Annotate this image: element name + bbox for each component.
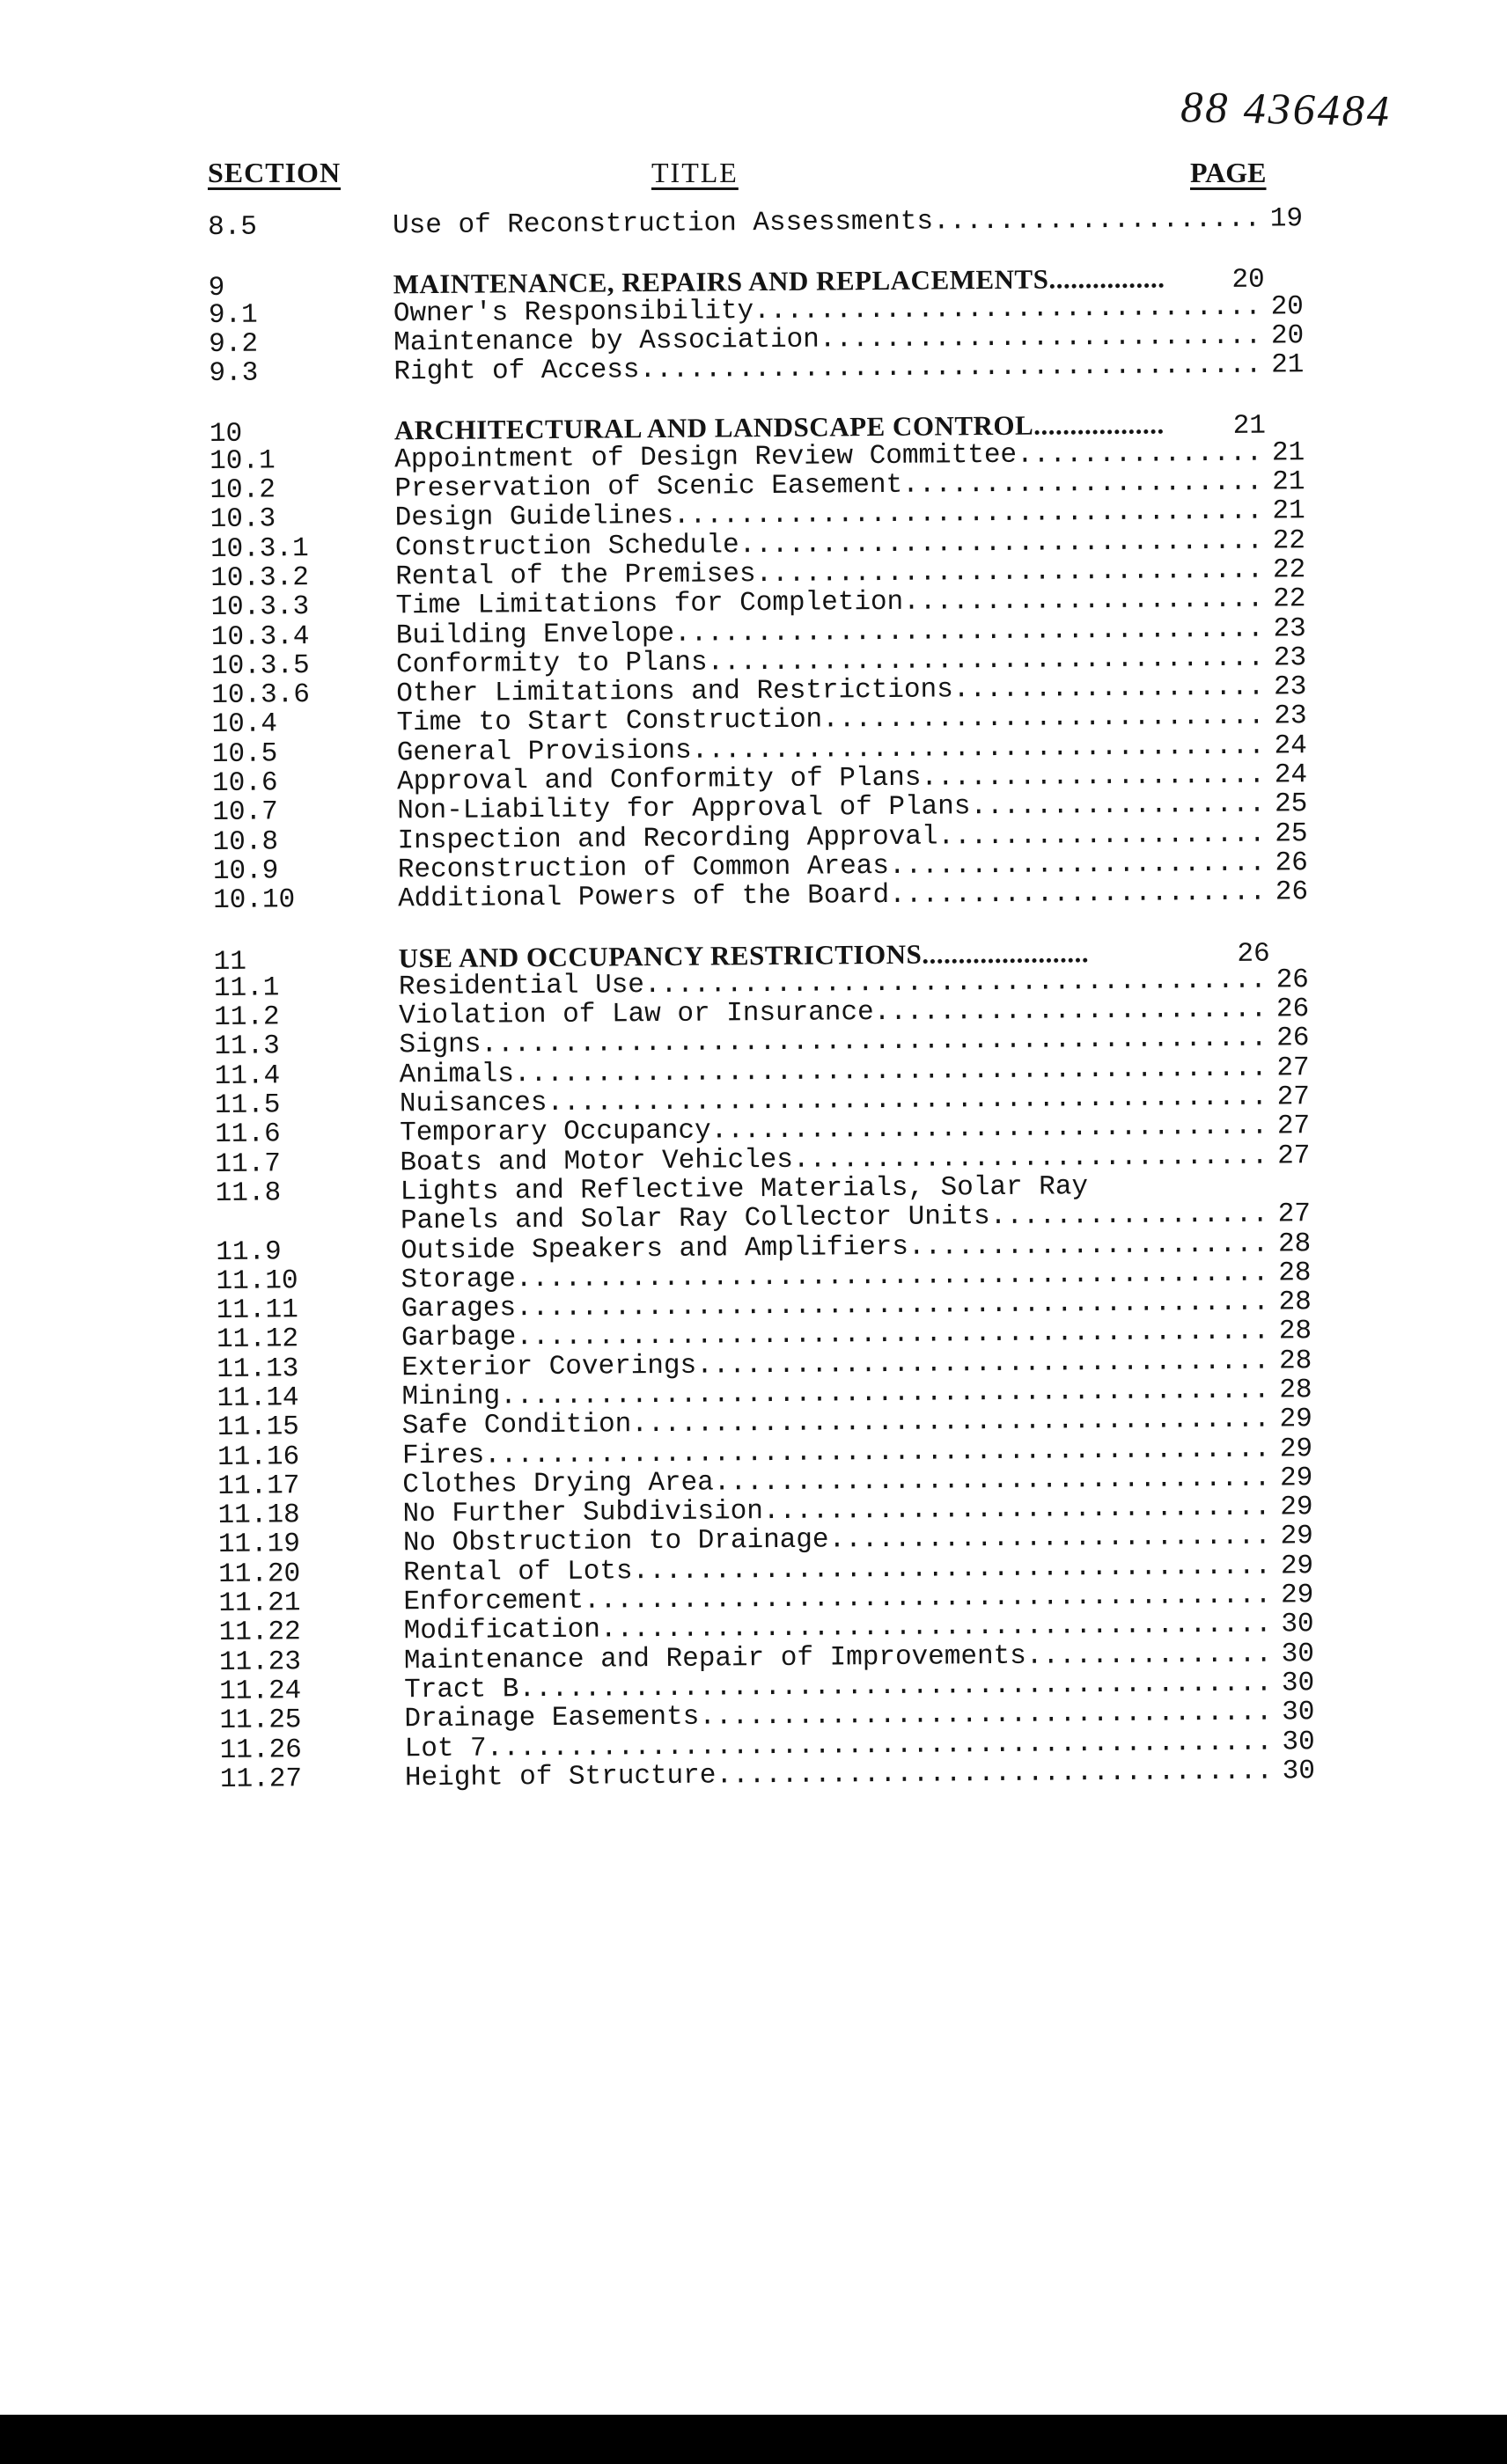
- section-number: 11.25: [219, 1705, 302, 1737]
- section-number: 9.2: [209, 328, 259, 360]
- section-number: 11.13: [217, 1353, 299, 1385]
- dot-leader: ...................................: [699, 1697, 1273, 1733]
- entry-title-text: General Provisions: [396, 735, 692, 769]
- page-number: 30: [1281, 1609, 1314, 1640]
- section-number: 11.10: [216, 1265, 298, 1297]
- dot-leader: ........................: [873, 994, 1268, 1029]
- page-number: 30: [1282, 1726, 1315, 1758]
- section-number: 10.8: [212, 826, 279, 858]
- section-number: 10.2: [210, 474, 276, 507]
- section-number: 9.3: [209, 357, 259, 390]
- dot-leader: ......................: [908, 1228, 1269, 1263]
- section-number: 11.11: [216, 1294, 298, 1327]
- entry-title-text: Exterior Coverings: [401, 1350, 697, 1383]
- page-number: 28: [1278, 1287, 1312, 1318]
- dot-leader: ................................................: [483, 1434, 1271, 1471]
- entry-title-text: Violation of Law or Insurance: [399, 997, 874, 1032]
- page-number: 29: [1280, 1521, 1313, 1552]
- section-number: 11.21: [218, 1588, 301, 1620]
- section-number: 11.24: [219, 1676, 302, 1707]
- page-number: 19: [1269, 203, 1304, 235]
- page-number: 30: [1281, 1668, 1315, 1699]
- page-number: 28: [1278, 1257, 1312, 1289]
- section-number: 11.26: [219, 1734, 302, 1766]
- entry-title-text: USE AND OCCUPANCY RESTRICTIONS: [398, 938, 923, 973]
- dot-leader: ...............................: [754, 291, 1261, 326]
- entry-title-text: Preservation of Scenic Easement: [394, 469, 903, 505]
- entry-title-text: Residential Use: [398, 969, 645, 1003]
- section-number: 11.16: [217, 1441, 300, 1473]
- page-number: 21: [1272, 495, 1305, 527]
- section-number: 11.15: [217, 1412, 299, 1444]
- page-number: 23: [1274, 700, 1307, 732]
- entry-title-text: Use of Reconstruction Assessments: [392, 206, 934, 242]
- dot-leader: ...............................: [762, 1492, 1271, 1528]
- entry-title-text: Garages: [401, 1293, 517, 1325]
- dot-leader: .......................: [888, 847, 1266, 882]
- entry-title-text: Owner's Responsibility: [393, 295, 754, 329]
- section-number: 11.23: [218, 1646, 302, 1678]
- dot-leader: ................................................: [481, 1023, 1268, 1061]
- section-number: 11.9: [216, 1236, 282, 1268]
- entry-title-text: No Obstruction to Drainage: [402, 1524, 829, 1559]
- section-number: 10.3: [210, 503, 276, 536]
- dot-leader: ...............: [1016, 437, 1263, 471]
- entry-title-text: Safe Condition: [401, 1409, 632, 1442]
- dot-leader: .............................: [792, 1140, 1268, 1176]
- entry-title-text: Inspection and Recording Approval: [397, 821, 938, 856]
- section-number: 10.3.6: [211, 679, 311, 712]
- entry-title-text: Temporary Occupancy: [400, 1115, 711, 1149]
- page-number: 27: [1277, 1199, 1312, 1230]
- dot-leader: ..................................: [710, 1111, 1268, 1147]
- section-number: 11.2: [214, 1001, 280, 1034]
- dot-leader: ..................................: [707, 642, 1265, 678]
- page-column-header: PAGE: [1190, 157, 1267, 188]
- entry-title-text: ARCHITECTURAL AND LANDSCAPE CONTROL: [393, 410, 1034, 446]
- entry-title-text: Lights and Reflective Materials, Solar Ray: [400, 1171, 1089, 1208]
- page-number: 26: [1275, 964, 1309, 996]
- dot-leader: ...............................................: [500, 1375, 1270, 1412]
- dot-leader: ..................: [970, 788, 1266, 823]
- dot-leader: ......................................: [643, 964, 1267, 1001]
- entry-title-text: Storage: [401, 1264, 516, 1296]
- entry-title-text: Non-Liability for Approval of Plans: [397, 791, 971, 827]
- section-number: 10.10: [213, 884, 296, 917]
- page-number: 29: [1280, 1550, 1314, 1582]
- page-number: 28: [1279, 1375, 1312, 1406]
- page-number: 29: [1280, 1492, 1313, 1523]
- page-number: 28: [1278, 1345, 1312, 1377]
- section-number: 10.3.2: [210, 562, 310, 594]
- section-number: 11.14: [217, 1382, 299, 1414]
- entry-title-text: Conformity to Plans: [395, 647, 708, 681]
- page-number: 23: [1273, 671, 1307, 703]
- page-number: 29: [1279, 1404, 1312, 1435]
- page-number: 27: [1276, 1111, 1311, 1142]
- dot-leader: ...........................: [828, 1522, 1271, 1556]
- dot-leader: ............................................: [547, 1082, 1268, 1119]
- page-number: 26: [1237, 938, 1270, 970]
- section-number: 10.9: [212, 855, 279, 887]
- section-number: 10.6: [211, 767, 278, 800]
- page-number: 23: [1273, 642, 1307, 674]
- entry-title-text: Other Limitations and Restrictions: [396, 674, 953, 710]
- entry-title-text: Signs: [399, 1030, 482, 1061]
- section-number: 10.3.3: [210, 591, 310, 624]
- entry-title-text: Drainage Easements: [404, 1701, 700, 1735]
- entry-title-text: Construction Schedule: [394, 529, 739, 564]
- dot-leader: ......................: [902, 466, 1263, 501]
- entry-title-text: Rental of Lots: [403, 1556, 633, 1589]
- page-number: 30: [1281, 1638, 1315, 1670]
- dot-leader: ...........................: [822, 701, 1265, 736]
- dot-leader: ...................................: [696, 1346, 1270, 1382]
- page-number: 26: [1276, 1023, 1310, 1054]
- dot-leader: ..................................: [713, 1463, 1271, 1499]
- table-of-contents: [207, 203, 1316, 1795]
- page-number: 28: [1277, 1228, 1312, 1259]
- dot-leader: ..........................................: [583, 1580, 1272, 1617]
- section-number: 10.5: [211, 738, 278, 770]
- dot-leader: ..............................................: [516, 1316, 1270, 1353]
- entry-title-text: Outside Speakers and Amplifiers: [401, 1231, 909, 1266]
- entry-title-text: No Further Subdivision: [402, 1496, 764, 1530]
- entry-title: [405, 1756, 1273, 1793]
- entry-title-text: Rental of the Premises: [395, 559, 756, 593]
- section-number: 11.22: [218, 1617, 301, 1649]
- dot-leader: ................................: [739, 525, 1264, 561]
- page-number: 22: [1272, 524, 1306, 557]
- page-number: 22: [1273, 583, 1306, 615]
- page-number: 26: [1275, 994, 1310, 1025]
- page-number: 29: [1280, 1580, 1314, 1611]
- entry-title-text: Animals: [399, 1059, 515, 1091]
- entry-title-text: Lot 7: [404, 1733, 487, 1764]
- dot-leader: ................: [1048, 262, 1165, 295]
- section-column-header: SECTION: [208, 157, 342, 188]
- dot-leader: ...........................: [819, 320, 1262, 356]
- dot-leader: .......................................: [632, 1551, 1272, 1588]
- section-number: 11.20: [218, 1558, 301, 1590]
- dot-leader: ...................................: [691, 730, 1265, 766]
- section-number: 11.1: [213, 972, 280, 1004]
- section-number: 11.6: [215, 1118, 281, 1151]
- section-number: 11.19: [217, 1529, 301, 1561]
- entry-title-text: Panels and Solar Ray Collector Units: [400, 1201, 990, 1237]
- page-number: 26: [1275, 876, 1309, 908]
- dot-leader: .................: [989, 1199, 1269, 1233]
- dot-leader: ..............................................: [515, 1287, 1269, 1324]
- section-number: 11: [213, 946, 247, 978]
- dot-leader: .........................................: [599, 1609, 1272, 1646]
- entry-title-text: Right of Access: [393, 355, 640, 388]
- section-number: 11.27: [219, 1764, 303, 1795]
- entry-title-text: Appointment of Design Review Committee: [394, 439, 1018, 476]
- page-number: 22: [1272, 554, 1306, 586]
- section-number: 9: [208, 273, 225, 304]
- section-number: 11.5: [214, 1089, 281, 1121]
- entry-title: [393, 205, 1261, 241]
- dot-leader: ....................: [932, 203, 1261, 238]
- page-number: 20: [1270, 290, 1304, 323]
- page-number: 26: [1275, 847, 1308, 879]
- page-number: 28: [1278, 1316, 1312, 1347]
- page-number: 29: [1279, 1463, 1313, 1494]
- section-number: 10: [209, 419, 243, 451]
- section-number: 11.4: [214, 1060, 281, 1092]
- page-number: 25: [1274, 788, 1308, 820]
- page-number: 29: [1279, 1433, 1313, 1465]
- entry-title-text: Reconstruction of Common Areas: [397, 850, 890, 886]
- toc-row: [207, 203, 1304, 243]
- dot-leader: ......................: [903, 583, 1264, 619]
- entry-title-text: Maintenance by Association: [393, 324, 820, 359]
- page-number: 30: [1282, 1697, 1315, 1728]
- section-number: 11.3: [214, 1030, 281, 1063]
- page-number: 24: [1274, 730, 1307, 762]
- page-number: 30: [1282, 1756, 1316, 1787]
- page-number: 24: [1274, 759, 1308, 791]
- section-number: 8.5: [207, 211, 258, 243]
- document-number: 88 436484: [1180, 81, 1393, 136]
- dot-leader: ................................................: [486, 1727, 1273, 1764]
- page-number: 27: [1276, 1082, 1311, 1113]
- section-number: 10.1: [210, 445, 276, 477]
- dot-leader: .......................................: [631, 1404, 1270, 1441]
- section-number: 11.17: [217, 1470, 300, 1502]
- entry-title-text: Tract B: [404, 1674, 519, 1706]
- entry-title-text: Time Limitations for Completion: [395, 587, 904, 622]
- entry-title-text: Building Envelope: [395, 618, 675, 651]
- section-number: 10.3.1: [210, 532, 309, 565]
- section-number: 11.7: [215, 1148, 282, 1180]
- section-number: 11.18: [217, 1500, 300, 1532]
- entry-title-text: Fires: [401, 1440, 485, 1471]
- entry-title-text: Approval and Conformity of Plans: [396, 762, 922, 798]
- dot-leader: ..................: [1033, 408, 1165, 442]
- dot-leader: ..................................: [716, 1756, 1274, 1792]
- dot-leader: ....................: [937, 818, 1266, 853]
- scan-border: [0, 2415, 1507, 2464]
- entry-title-text: Nuisances: [399, 1088, 548, 1120]
- dot-leader: ..............................................: [513, 1052, 1268, 1090]
- page-number: 21: [1232, 411, 1267, 443]
- entry-title-text: Enforcement: [403, 1585, 584, 1618]
- dot-leader: ....................................: [673, 495, 1263, 532]
- section-number: 11.12: [216, 1324, 299, 1356]
- dot-leader: ...............................: [755, 554, 1264, 590]
- page-number: 21: [1272, 466, 1305, 498]
- section-number: 11.8: [215, 1177, 282, 1209]
- dot-leader: .......................: [922, 936, 1090, 970]
- dot-leader: ..............................................: [518, 1668, 1273, 1705]
- section-number: 9.1: [208, 299, 258, 331]
- section-number: [216, 1228, 401, 1230]
- dot-leader: ...............: [1025, 1639, 1273, 1672]
- page-number: 23: [1273, 612, 1306, 645]
- section-number: 10.3.5: [210, 649, 310, 682]
- dot-leader: ......................................: [639, 349, 1262, 386]
- section-number: 10.3.4: [210, 620, 310, 653]
- page-number: 21: [1271, 349, 1305, 381]
- page-number: 20: [1231, 264, 1265, 297]
- entry-title: [398, 878, 1266, 914]
- dot-leader: ...................: [952, 671, 1265, 706]
- entry-title-text: Garbage: [401, 1322, 517, 1354]
- entry-title-text: Height of Structure: [404, 1760, 717, 1794]
- page-number: 27: [1277, 1140, 1311, 1172]
- entry-title-text: MAINTENANCE, REPAIRS AND REPLACEMENTS: [393, 263, 1049, 300]
- dot-leader: ..............................................: [515, 1258, 1269, 1295]
- entry-title-text: Additional Powers of the Board: [397, 880, 890, 915]
- page-number: 25: [1275, 818, 1308, 850]
- dot-leader: .......................: [889, 876, 1267, 912]
- entry-title-text: Design Guidelines: [394, 501, 674, 534]
- entry-title-text: Time to Start Construction: [396, 704, 823, 739]
- page-number: 20: [1270, 320, 1305, 352]
- entry-title: [393, 351, 1261, 387]
- title-column-header: TITLE: [651, 157, 739, 188]
- entry-title-text: Clothes Drying Area: [402, 1467, 714, 1501]
- entry-title-text: Mining: [401, 1381, 501, 1413]
- entry-title-text: Maintenance and Repair of Improvements: [403, 1640, 1026, 1676]
- page-number: 21: [1271, 437, 1305, 469]
- section-number: 10.7: [212, 796, 278, 829]
- dot-leader: .....................: [921, 759, 1266, 794]
- entry-title-text: Boats and Motor Vehicles: [400, 1144, 794, 1178]
- section-number: 10.4: [211, 708, 278, 741]
- entry-title-text: Modification: [403, 1614, 601, 1647]
- page-number: 27: [1276, 1052, 1310, 1084]
- dot-leader: ....................................: [673, 613, 1264, 649]
